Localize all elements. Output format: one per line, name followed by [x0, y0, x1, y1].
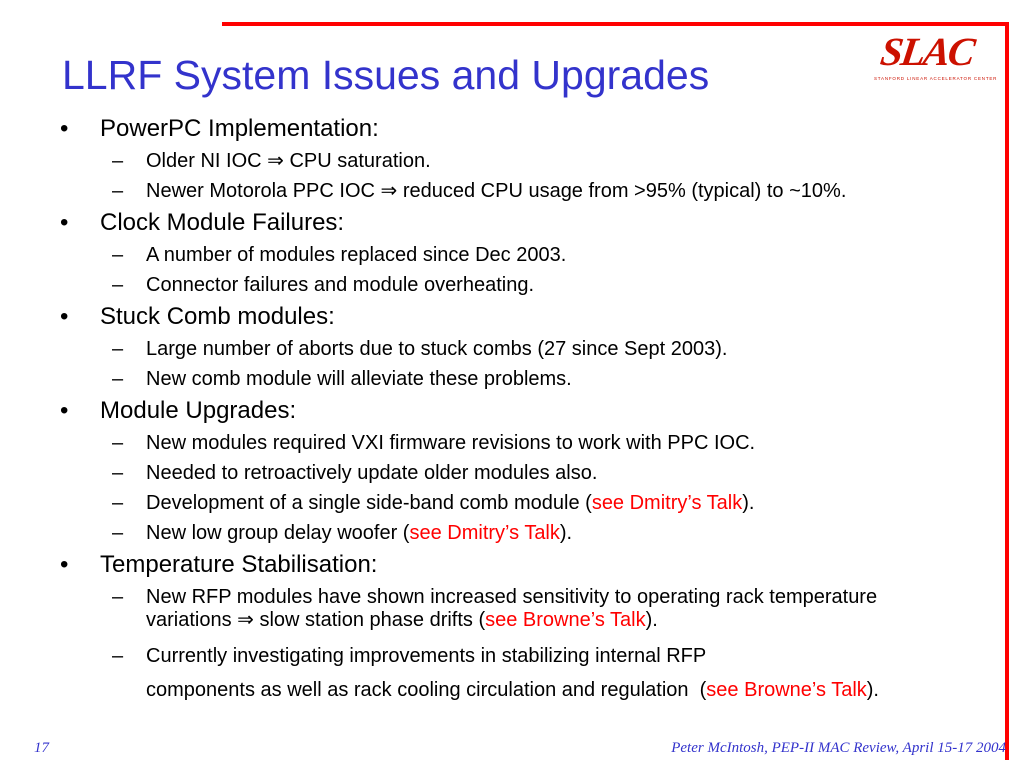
sub-item: – Large number of aborts due to stuck combs (27 since Sept 2003). — [112, 338, 728, 360]
sub-item: – New low group delay woofer (see Dmitry’s Talk). — [112, 522, 573, 544]
sub-item: – Newer Motorola PPC IOC ⇒ reduced CPU usage from >95% (typical) to ~10%. — [112, 180, 847, 202]
talk-reference-link[interactable]: see Browne’s Talk — [485, 609, 646, 631]
bullet-powerpc: • PowerPC Implementation: – Older NI IOC ⇒ CPU saturation. – Newer Motorola PPC IOC ⇒ reduced CPU usage from >95% (typical) to ~10%. — [62, 115, 962, 203]
sub-item: – Connector failures and module overheating. — [112, 274, 535, 296]
slac-logo — [868, 26, 1006, 92]
sub-item: – Older NI IOC ⇒ CPU saturation. — [112, 150, 431, 172]
sub-item: – A number of modules replaced since Dec 2003. — [112, 244, 567, 266]
talk-reference-link[interactable]: see Browne’s Talk — [706, 679, 867, 701]
logo-text: SLAC — [877, 29, 977, 74]
logo-subtitle: STANFORD LINEAR ACCELERATOR CENTER — [874, 76, 998, 81]
bullet-clock-module: • Clock Module Failures: – A number of modules replaced since Dec 2003. – Connector failures and module overheating. — [62, 209, 962, 297]
bullet-label: Clock Module Failures: — [100, 209, 345, 236]
sub-item: – Development of a single side-band comb module (see Dmitry’s Talk). — [112, 492, 755, 514]
bullet-label: Temperature Stabilisation: — [100, 551, 378, 578]
right-frame-line — [1005, 22, 1009, 760]
bullet-label: PowerPC Implementation: — [100, 115, 379, 142]
sub-item: – Currently investigating improvements in stabilizing internal RFP components as well as rack cooling circulation and regulation (see Browne’s Talk). — [112, 645, 879, 701]
bullet-label: Module Upgrades: — [100, 397, 297, 424]
sub-item: – New modules required VXI firmware revisions to work with PPC IOC. — [112, 432, 756, 454]
bullet-module-upgrades: • Module Upgrades: – New modules required VXI firmware revisions to work with PPC IOC. – Needed to retroactively update older modules also. – Development of a single side-band comb module (see Dmitry’s Talk). – New low group delay woofer (see Dmitry’s Talk). — [62, 397, 962, 545]
bullet-temperature: • Temperature Stabilisation: – New RFP modules have shown increased sensitivity to operating rack temperature variations ⇒ slow station phase drifts (see Browne’s Talk). – Currently investigating improvements in stabilizing internal RFP components as well as rack cooling circulation and regulation (see Browne’s Talk). — [62, 551, 962, 707]
bullet-stuck-comb: • Stuck Comb modules: – Large number of aborts due to stuck combs (27 since Sept 2003). – New comb module will alleviate these problems. — [62, 303, 962, 391]
talk-reference-link[interactable]: see Dmitry’s Talk — [409, 522, 560, 544]
slide-title: LLRF System Issues and Upgrades — [62, 52, 710, 98]
bullet-label: Stuck Comb modules: — [100, 303, 335, 330]
footer-text: Peter McIntosh, PEP-II MAC Review, April 15-17 2004 — [671, 740, 1006, 756]
sub-item: – New comb module will alleviate these problems. — [112, 368, 572, 390]
sub-item: – Needed to retroactively update older modules also. — [112, 462, 598, 484]
sub-item: – New RFP modules have shown increased sensitivity to operating rack temperature variations ⇒ slow station phase drifts (see Browne’s Talk). — [112, 586, 878, 631]
bullet-list — [62, 115, 962, 707]
talk-reference-link[interactable]: see Dmitry’s Talk — [591, 492, 743, 514]
page-number: 17 — [34, 740, 49, 756]
